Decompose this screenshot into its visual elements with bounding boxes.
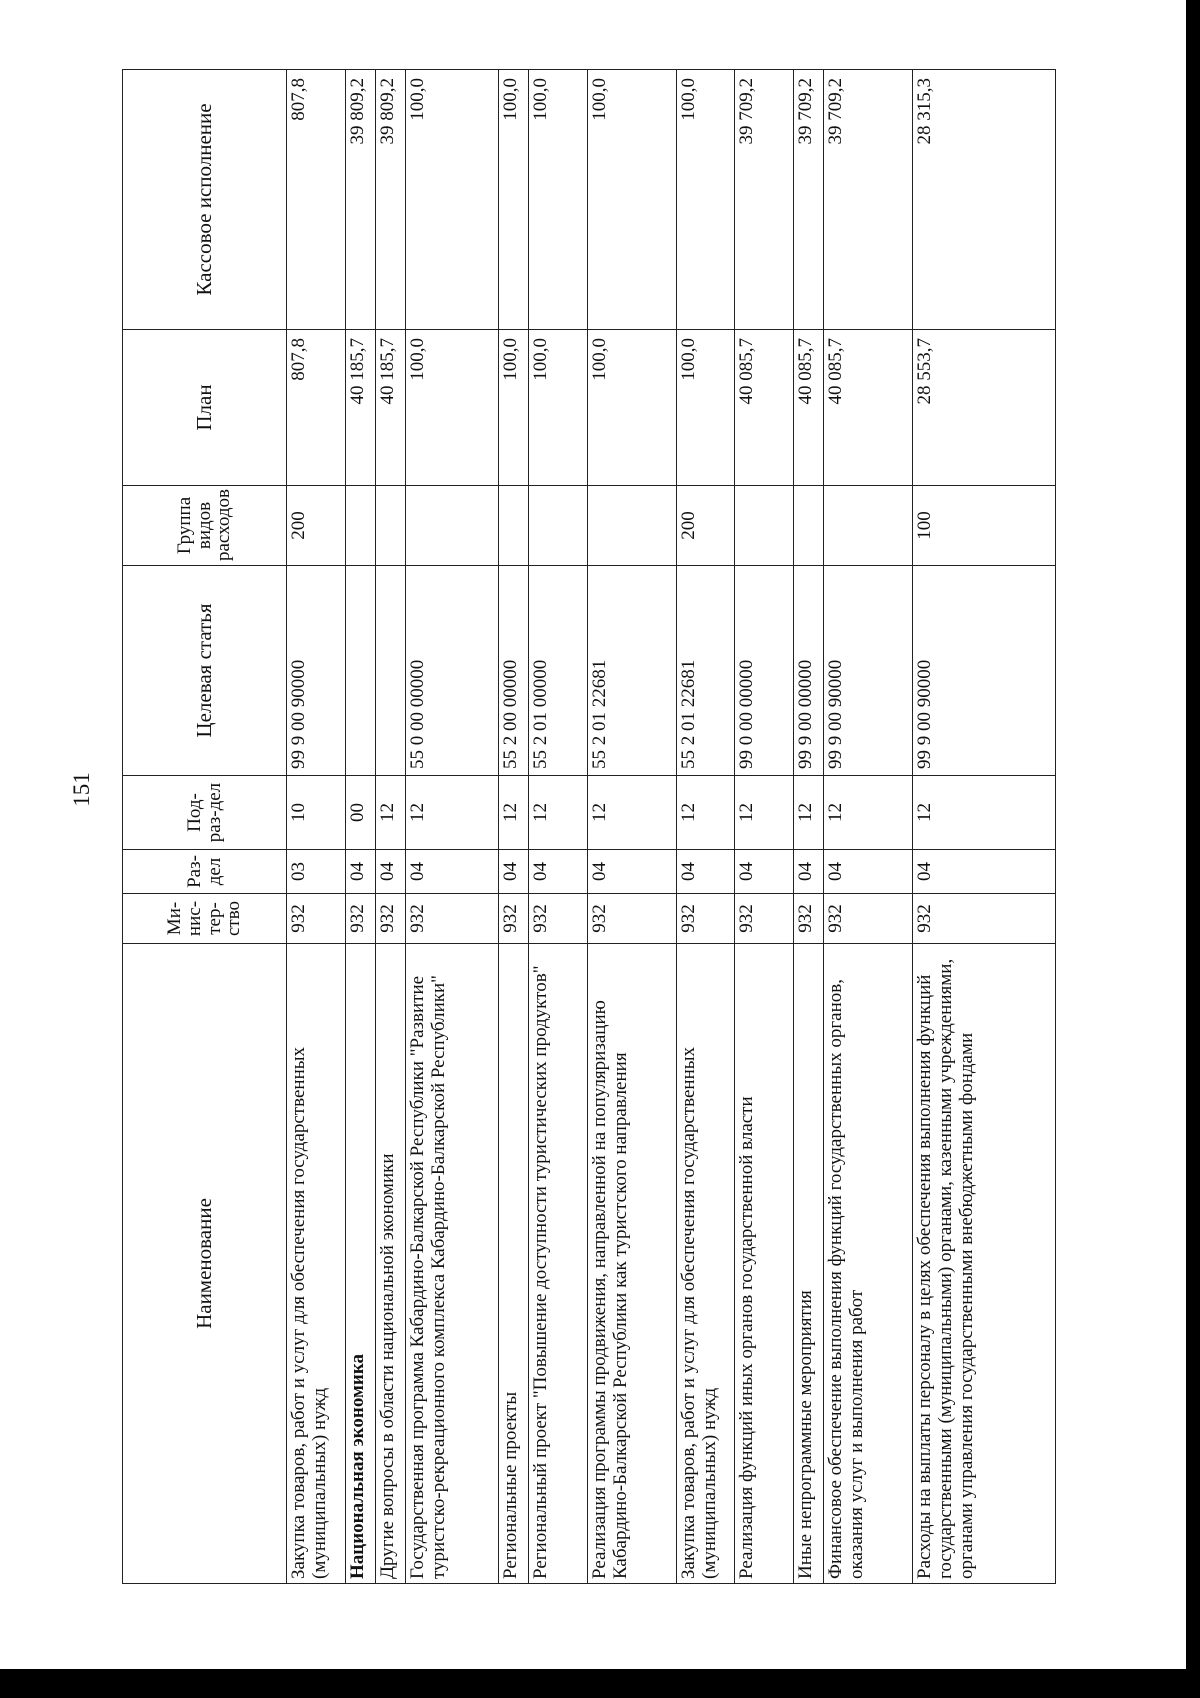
cell-subsection-text: 12 [530,803,552,822]
cell-ministry [345,894,375,944]
cell-subsection-text: 12 [794,803,816,822]
header-section: Раз-дел [123,850,287,894]
cell-actual [406,70,499,330]
cell-section [406,850,499,894]
cell-name-text: Закупка товаров, работ и услуг для обеспечения государственных (муниципальных) нужд [677,1046,720,1579]
cell-actual [676,70,735,330]
cell-plan-text: 40 185,7 [376,338,398,405]
cell-name-text: Национальная экономика [346,1353,368,1579]
cell-section [375,850,405,894]
table-row [498,70,528,1584]
cell-name [793,944,823,1584]
cell-actual-text: 100,0 [677,78,699,121]
cell-ministry-text: 932 [499,904,521,933]
cell-actual-text: 28 315,3 [913,78,935,145]
cell-expense-group-text: 100 [913,511,935,540]
cell-target [823,566,912,776]
cell-expense-group [406,486,499,566]
cell-target-text: 99 9 00 90000 [913,659,935,769]
cell-section-text: 04 [407,862,429,881]
cell-target [345,566,375,776]
cell-actual [793,70,823,330]
table-row [345,70,375,1584]
cell-section-text: 04 [677,862,699,881]
cell-plan-text: 28 553,7 [913,338,935,405]
cell-ministry [676,894,735,944]
cell-name-text: Региональные проекты [499,1391,521,1579]
budget-table [122,69,1056,1584]
cell-ministry-text: 932 [530,904,552,933]
cell-ministry-text: 932 [736,904,758,933]
cell-expense-group [587,486,676,566]
cell-plan-text: 40 085,7 [794,338,816,405]
cell-target [529,566,588,776]
table-row [912,70,1055,1584]
cell-name-text: Закупка товаров, работ и услуг для обеспечения государственных (муниципальных) нужд [288,1046,331,1579]
cell-actual-text: 39 709,2 [824,78,846,145]
cell-subsection [287,776,346,850]
cell-expense-group [529,486,588,566]
cell-plan-text: 807,8 [288,338,309,381]
table-row [735,70,794,1584]
cell-expense-group-text: 200 [288,511,309,540]
cell-plan [793,330,823,486]
cell-ministry-text: 932 [794,904,816,933]
cell-expense-group [375,486,405,566]
cell-name [587,944,676,1584]
cell-plan [735,330,794,486]
cell-target-text: 55 2 01 22681 [677,659,699,769]
cell-section [587,850,676,894]
cell-expense-group-text: 200 [677,511,699,540]
cell-actual-text: 39 809,2 [346,78,368,145]
cell-section [345,850,375,894]
cell-target-text: 99 9 00 90000 [288,659,309,769]
cell-target-text: 99 9 00 00000 [794,659,816,769]
cell-section [676,850,735,894]
cell-section-text: 03 [288,862,309,881]
cell-ministry [529,894,588,944]
cell-section [793,850,823,894]
cell-section-text: 04 [346,862,368,881]
cell-section [912,850,1055,894]
cell-name-text: Финансовое обеспечение выполнения функций государственных органов, оказания услуг и выполнения работ [824,979,868,1579]
cell-ministry [287,894,346,944]
cell-expense-group [676,486,735,566]
cell-expense-group [793,486,823,566]
cell-target [912,566,1055,776]
cell-target-text: 55 2 01 00000 [530,659,552,769]
cell-subsection-text: 12 [376,803,398,822]
cell-ministry-text: 932 [824,904,846,933]
cell-plan-text: 40 085,7 [824,338,846,405]
cell-actual [498,70,528,330]
cell-subsection-text: 12 [913,803,935,822]
cell-section-text: 04 [588,862,610,881]
cell-expense-group [912,486,1055,566]
table-row [676,70,735,1584]
table-header-row [123,70,287,1584]
cell-target [793,566,823,776]
cell-name-text: Реализация программы продвижения, направленной на популяризацию Кабардино-Балкарской Республики как туристского направления [588,1000,631,1579]
cell-subsection [676,776,735,850]
cell-section-text: 04 [499,862,521,881]
cell-subsection-text: 12 [499,803,521,822]
cell-actual-text: 39 709,2 [794,78,816,145]
cell-actual [529,70,588,330]
cell-name-text: Государственная программа Кабардино-Балкарской Республики "Развитие туристско-рекреационного комплекса Кабардино-Балкарской Республики" [407,975,450,1579]
cell-section-text: 04 [530,862,552,881]
cell-plan-text: 100,0 [499,338,521,381]
cell-subsection-text: 10 [288,803,309,822]
cell-target [375,566,405,776]
cell-name [676,944,735,1584]
cell-target-text: 55 2 01 22681 [588,659,610,769]
table-row [406,70,499,1584]
cell-section-text: 04 [913,862,935,881]
cell-section [735,850,794,894]
cell-subsection [345,776,375,850]
table-row [375,70,405,1584]
cell-section-text: 04 [736,862,758,881]
cell-plan [587,330,676,486]
cell-plan-text: 100,0 [588,338,610,381]
cell-actual-text: 39 809,2 [376,78,398,145]
cell-expense-group [498,486,528,566]
cell-plan [498,330,528,486]
table-row [287,70,346,1584]
cell-actual-text: 807,8 [288,78,309,121]
cell-actual [375,70,405,330]
cell-subsection-text: 12 [407,803,429,822]
cell-plan [287,330,346,486]
cell-subsection [498,776,528,850]
cell-ministry-text: 932 [588,904,610,933]
cell-name [375,944,405,1584]
cell-ministry [498,894,528,944]
scan-edge-bottom [0,1669,1200,1698]
cell-target [587,566,676,776]
cell-subsection-text: 12 [824,803,846,822]
cell-plan-text: 100,0 [530,338,552,381]
cell-actual-text: 100,0 [588,78,610,121]
cell-ministry [587,894,676,944]
cell-target [287,566,346,776]
cell-name [406,944,499,1584]
cell-section-text: 04 [376,862,398,881]
cell-ministry-text: 932 [346,904,368,933]
table-row [587,70,676,1584]
cell-ministry [406,894,499,944]
cell-subsection [823,776,912,850]
cell-actual [587,70,676,330]
header-expense-group: Группа видов расходов [123,486,287,566]
cell-actual [823,70,912,330]
cell-plan-text: 100,0 [407,338,429,381]
cell-subsection [406,776,499,850]
cell-name-text: Реализация функций иных органов государственной власти [736,1096,758,1579]
cell-target-text: 55 0 00 00000 [407,659,429,769]
page-number: 151 [68,772,94,807]
cell-subsection [912,776,1055,850]
cell-plan [912,330,1055,486]
cell-target [735,566,794,776]
cell-actual [287,70,346,330]
cell-subsection-text: 00 [346,803,368,822]
cell-name-text: Региональный проект "Повышение доступности туристических продуктов" [530,965,552,1579]
cell-name [529,944,588,1584]
cell-plan-text: 40 185,7 [346,338,368,405]
header-name: Наименование [123,944,287,1584]
cell-target [676,566,735,776]
cell-ministry [735,894,794,944]
cell-name [287,944,346,1584]
cell-section [823,850,912,894]
cell-name-text: Расходы на выплаты персоналу в целях обеспечения выполнения функций государственными (муниципальными) органами, казенными учреждениями, органами управления государственными внебюджетными фондами [913,958,978,1579]
cell-expense-group [735,486,794,566]
cell-ministry [912,894,1055,944]
cell-actual [345,70,375,330]
cell-subsection [375,776,405,850]
cell-ministry [823,894,912,944]
cell-section-text: 04 [824,862,846,881]
cell-section-text: 04 [794,862,816,881]
table-body [287,70,1056,1584]
cell-actual-text: 39 709,2 [736,78,758,145]
cell-ministry-text: 932 [288,904,309,933]
scan-edge-right [1186,0,1200,1698]
cell-expense-group [287,486,346,566]
table-row [793,70,823,1584]
cell-ministry-text: 932 [376,904,398,933]
cell-subsection-text: 12 [736,803,758,822]
cell-name [735,944,794,1584]
cell-subsection [793,776,823,850]
cell-actual [912,70,1055,330]
cell-name [912,944,1055,1584]
cell-subsection [587,776,676,850]
cell-actual-text: 100,0 [530,78,552,121]
table-row [529,70,588,1584]
cell-ministry-text: 932 [913,904,935,933]
cell-plan-text: 100,0 [677,338,699,381]
cell-subsection [735,776,794,850]
cell-actual [735,70,794,330]
cell-target-text: 99 0 00 00000 [736,659,758,769]
cell-actual-text: 100,0 [499,78,521,121]
cell-section [287,850,346,894]
cell-plan [529,330,588,486]
cell-plan-text: 40 085,7 [736,338,758,405]
cell-target-text: 55 2 00 00000 [499,659,521,769]
cell-ministry-text: 932 [677,904,699,933]
table-row [823,70,912,1584]
cell-name [823,944,912,1584]
cell-subsection-text: 12 [588,803,610,822]
header-subsection: Под-раз-дел [123,776,287,850]
cell-plan [345,330,375,486]
cell-subsection [529,776,588,850]
header-actual: Кассовое исполнение [123,70,287,330]
cell-ministry-text: 932 [407,904,429,933]
cell-name-text: Иные непрограммные мероприятия [794,1290,816,1579]
cell-plan [375,330,405,486]
budget-table-rotated [122,70,1056,1584]
header-plan: План [123,330,287,486]
cell-section [529,850,588,894]
cell-plan [676,330,735,486]
cell-name [498,944,528,1584]
cell-name [345,944,375,1584]
cell-expense-group [823,486,912,566]
cell-plan [823,330,912,486]
cell-expense-group [345,486,375,566]
cell-target [406,566,499,776]
cell-plan [406,330,499,486]
cell-target-text: 99 9 00 90000 [824,659,846,769]
cell-name-text: Другие вопросы в области национальной экономики [376,1153,398,1579]
cell-ministry [793,894,823,944]
cell-actual-text: 100,0 [407,78,429,121]
header-target: Целевая статья [123,566,287,776]
header-ministry: Ми-нис-тер-ство [123,894,287,944]
cell-target [498,566,528,776]
cell-subsection-text: 12 [677,803,699,822]
cell-section [498,850,528,894]
cell-ministry [375,894,405,944]
